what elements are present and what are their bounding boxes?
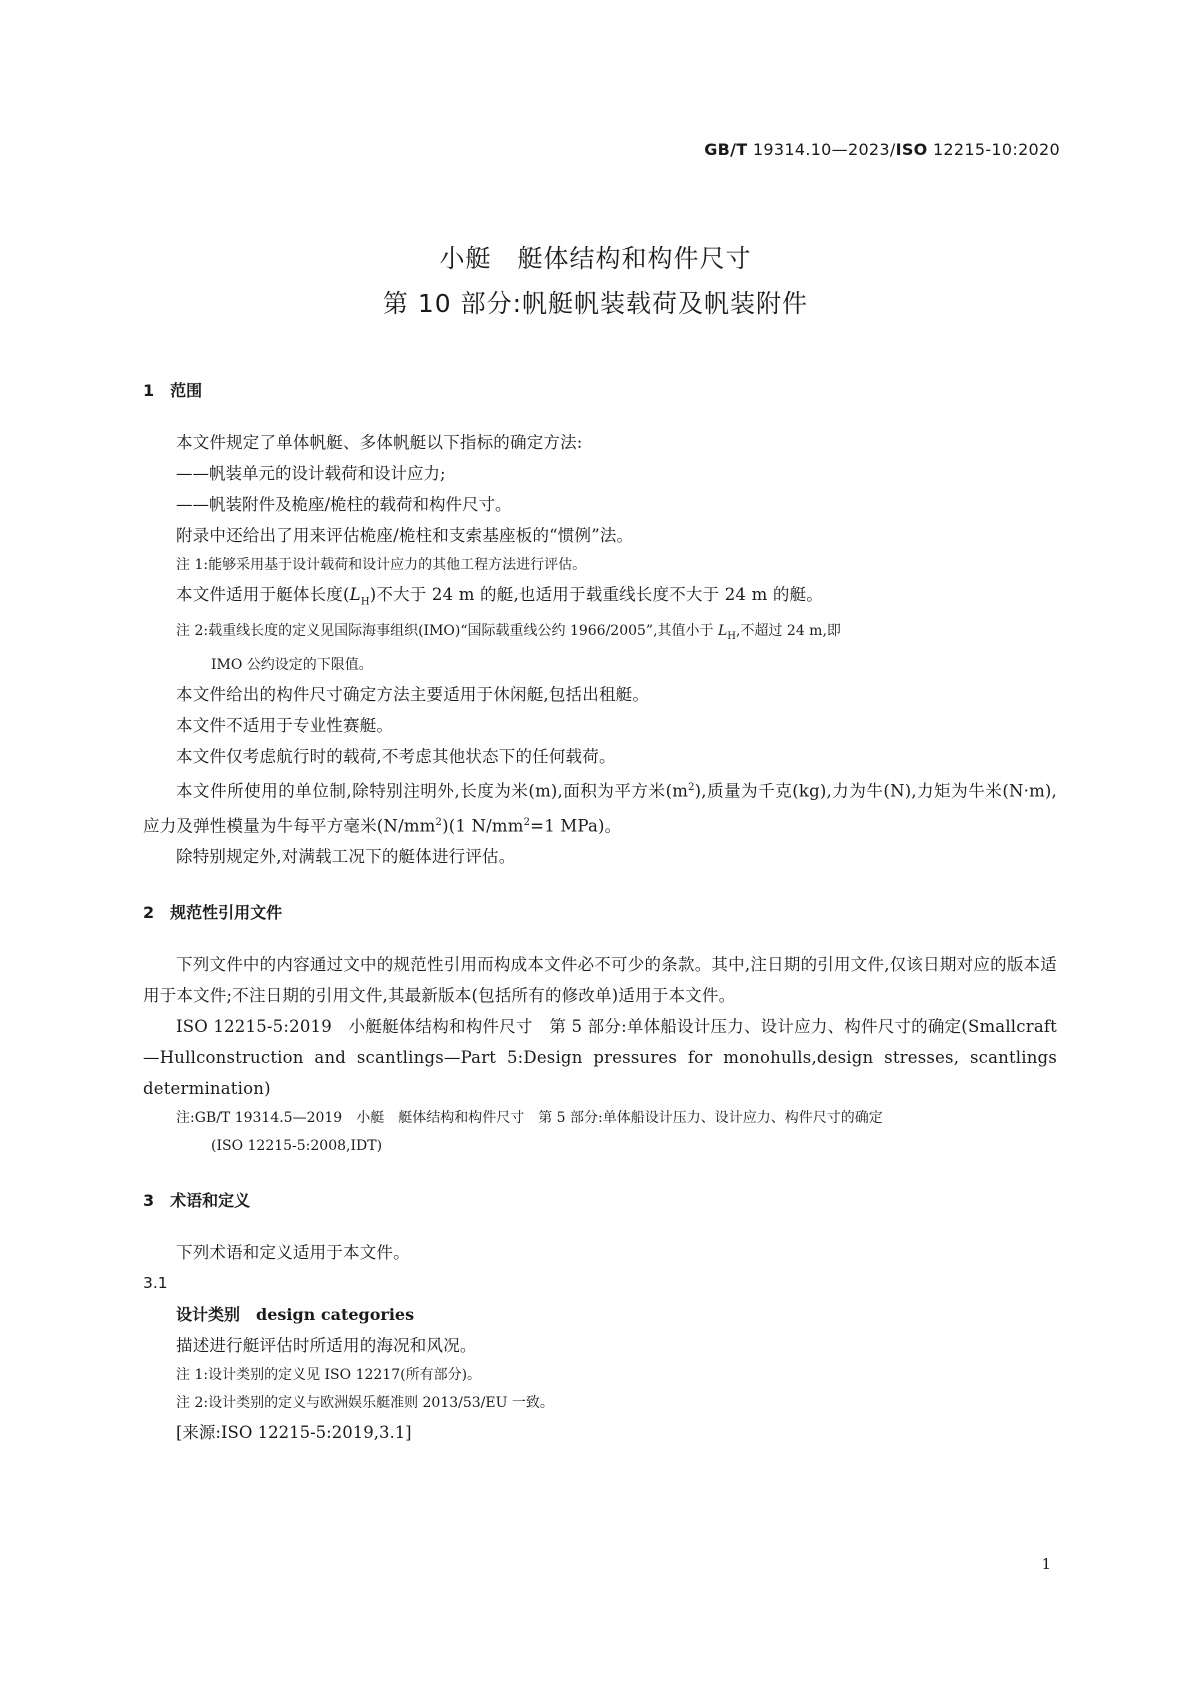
title-line-1: 小艇 艇体结构和构件尺寸: [439, 244, 752, 273]
title-line-2: 第 10 部分:帆艇帆装载荷及帆装附件: [382, 289, 809, 318]
note: 注 2:载重线长度的定义见国际海事组织(IMO)“国际载重线公约 1966/2005”,其值小于 $L_H$,不超过 24 m,即 IMO 公约设定的下限值。: [176, 623, 841, 674]
note: 注 1:设计类别的定义见 ISO 12217(所有部分)。: [176, 1367, 482, 1384]
section-2-paragraph: 下列文件中的内容通过文中的规范性引用而构成本文件必不可少的条款。其中,注日期的引用文件,仅该日期对应的版本适用于本文件;不注日期的引用文件,其最新版本(包括所有的修改单)适用于本文件。: [143, 955, 1057, 1006]
section-1-paragraph: 除特别规定外,对满载工况下的艇体进行评估。: [176, 847, 516, 867]
term-number: 3.1: [143, 1274, 168, 1293]
page-number: 1: [1041, 1555, 1051, 1573]
section-1-paragraph: 附录中还给出了用来评估桅座/桅柱和支索基座板的“惯例”法。: [176, 526, 634, 545]
standard-code: [704, 140, 1060, 159]
section-1-paragraph: 本文件不适用于专业性赛艇。: [176, 716, 394, 736]
code-iso: ISO: [895, 140, 928, 159]
note: 注 2:设计类别的定义与欧洲娱乐艇准则 2013/53/EU 一致。: [176, 1395, 554, 1412]
document-title: [0, 236, 1191, 326]
term-source: [来源:ISO 12215-5:2019,3.1]: [176, 1423, 412, 1443]
section-1-paragraph: 本文件给出的构件尺寸确定方法主要适用于休闲艇,包括出租艇。: [176, 685, 650, 705]
note: 注 1:能够采用基于设计载荷和设计应力的其他工程方法进行评估。: [176, 557, 587, 573]
code-mid: 19314.10—2023/: [747, 140, 896, 159]
section-3-paragraph: 下列术语和定义适用于本文件。: [176, 1243, 410, 1263]
term-name: 设计类别 design categories: [176, 1305, 415, 1325]
section-3-heading: 3 术语和定义: [143, 1191, 251, 1211]
section-2-heading: 2 规范性引用文件: [143, 903, 283, 923]
list-item: ——帆装附件及桅座/桅柱的载荷和构件尺寸。: [176, 495, 512, 514]
section-1-paragraph: 本文件适用于艇体长度$(L_H)$不大于 24 m 的艇,也适用于载重线长度不大于 24 m 的艇。: [176, 585, 823, 608]
section-1-paragraph: 本文件仅考虑航行时的载荷,不考虑其他状态下的任何载荷。: [176, 747, 616, 767]
code-gb: GB/T: [704, 140, 748, 159]
list-item: ——帆装单元的设计载荷和设计应力;: [176, 464, 446, 483]
code-end: 12215-10:2020: [927, 140, 1060, 159]
section-2-reference: ISO 12215-5:2019 小艇艇体结构和构件尺寸 第 5 部分:单体船设计压力、设计应力、构件尺寸的确定(Smallcraft—Hullconstruction and scantlings—Part 5:Design pressures for monohulls,design stresses, scantlings determination): [143, 1017, 1057, 1099]
document-body: [143, 380, 1057, 1448]
section-1-heading: 1 范围: [143, 381, 203, 400]
term-definition: 描述进行艇评估时所适用的海况和风况。: [176, 1336, 477, 1356]
note: 注:GB/T 19314.5—2019 小艇 艇体结构和构件尺寸 第 5 部分:单体船设计压力、设计应力、构件尺寸的确定 (ISO 12215-5:2008,IDT): [176, 1110, 883, 1155]
section-1-paragraph: 本文件规定了单体帆艇、多体帆艇以下指标的确定方法:: [176, 433, 583, 452]
section-1-paragraph: 本文件所使用的单位制,除特别注明外,长度为米(m),面积为平方米$(m^2)$,质量为千克(kg),力为牛(N),力矩为牛米(N·m),应力及弹性模量为牛每平方毫米$(N/mm^2)(1$ $N/mm^2=1$ MPa)。: [143, 781, 1057, 836]
